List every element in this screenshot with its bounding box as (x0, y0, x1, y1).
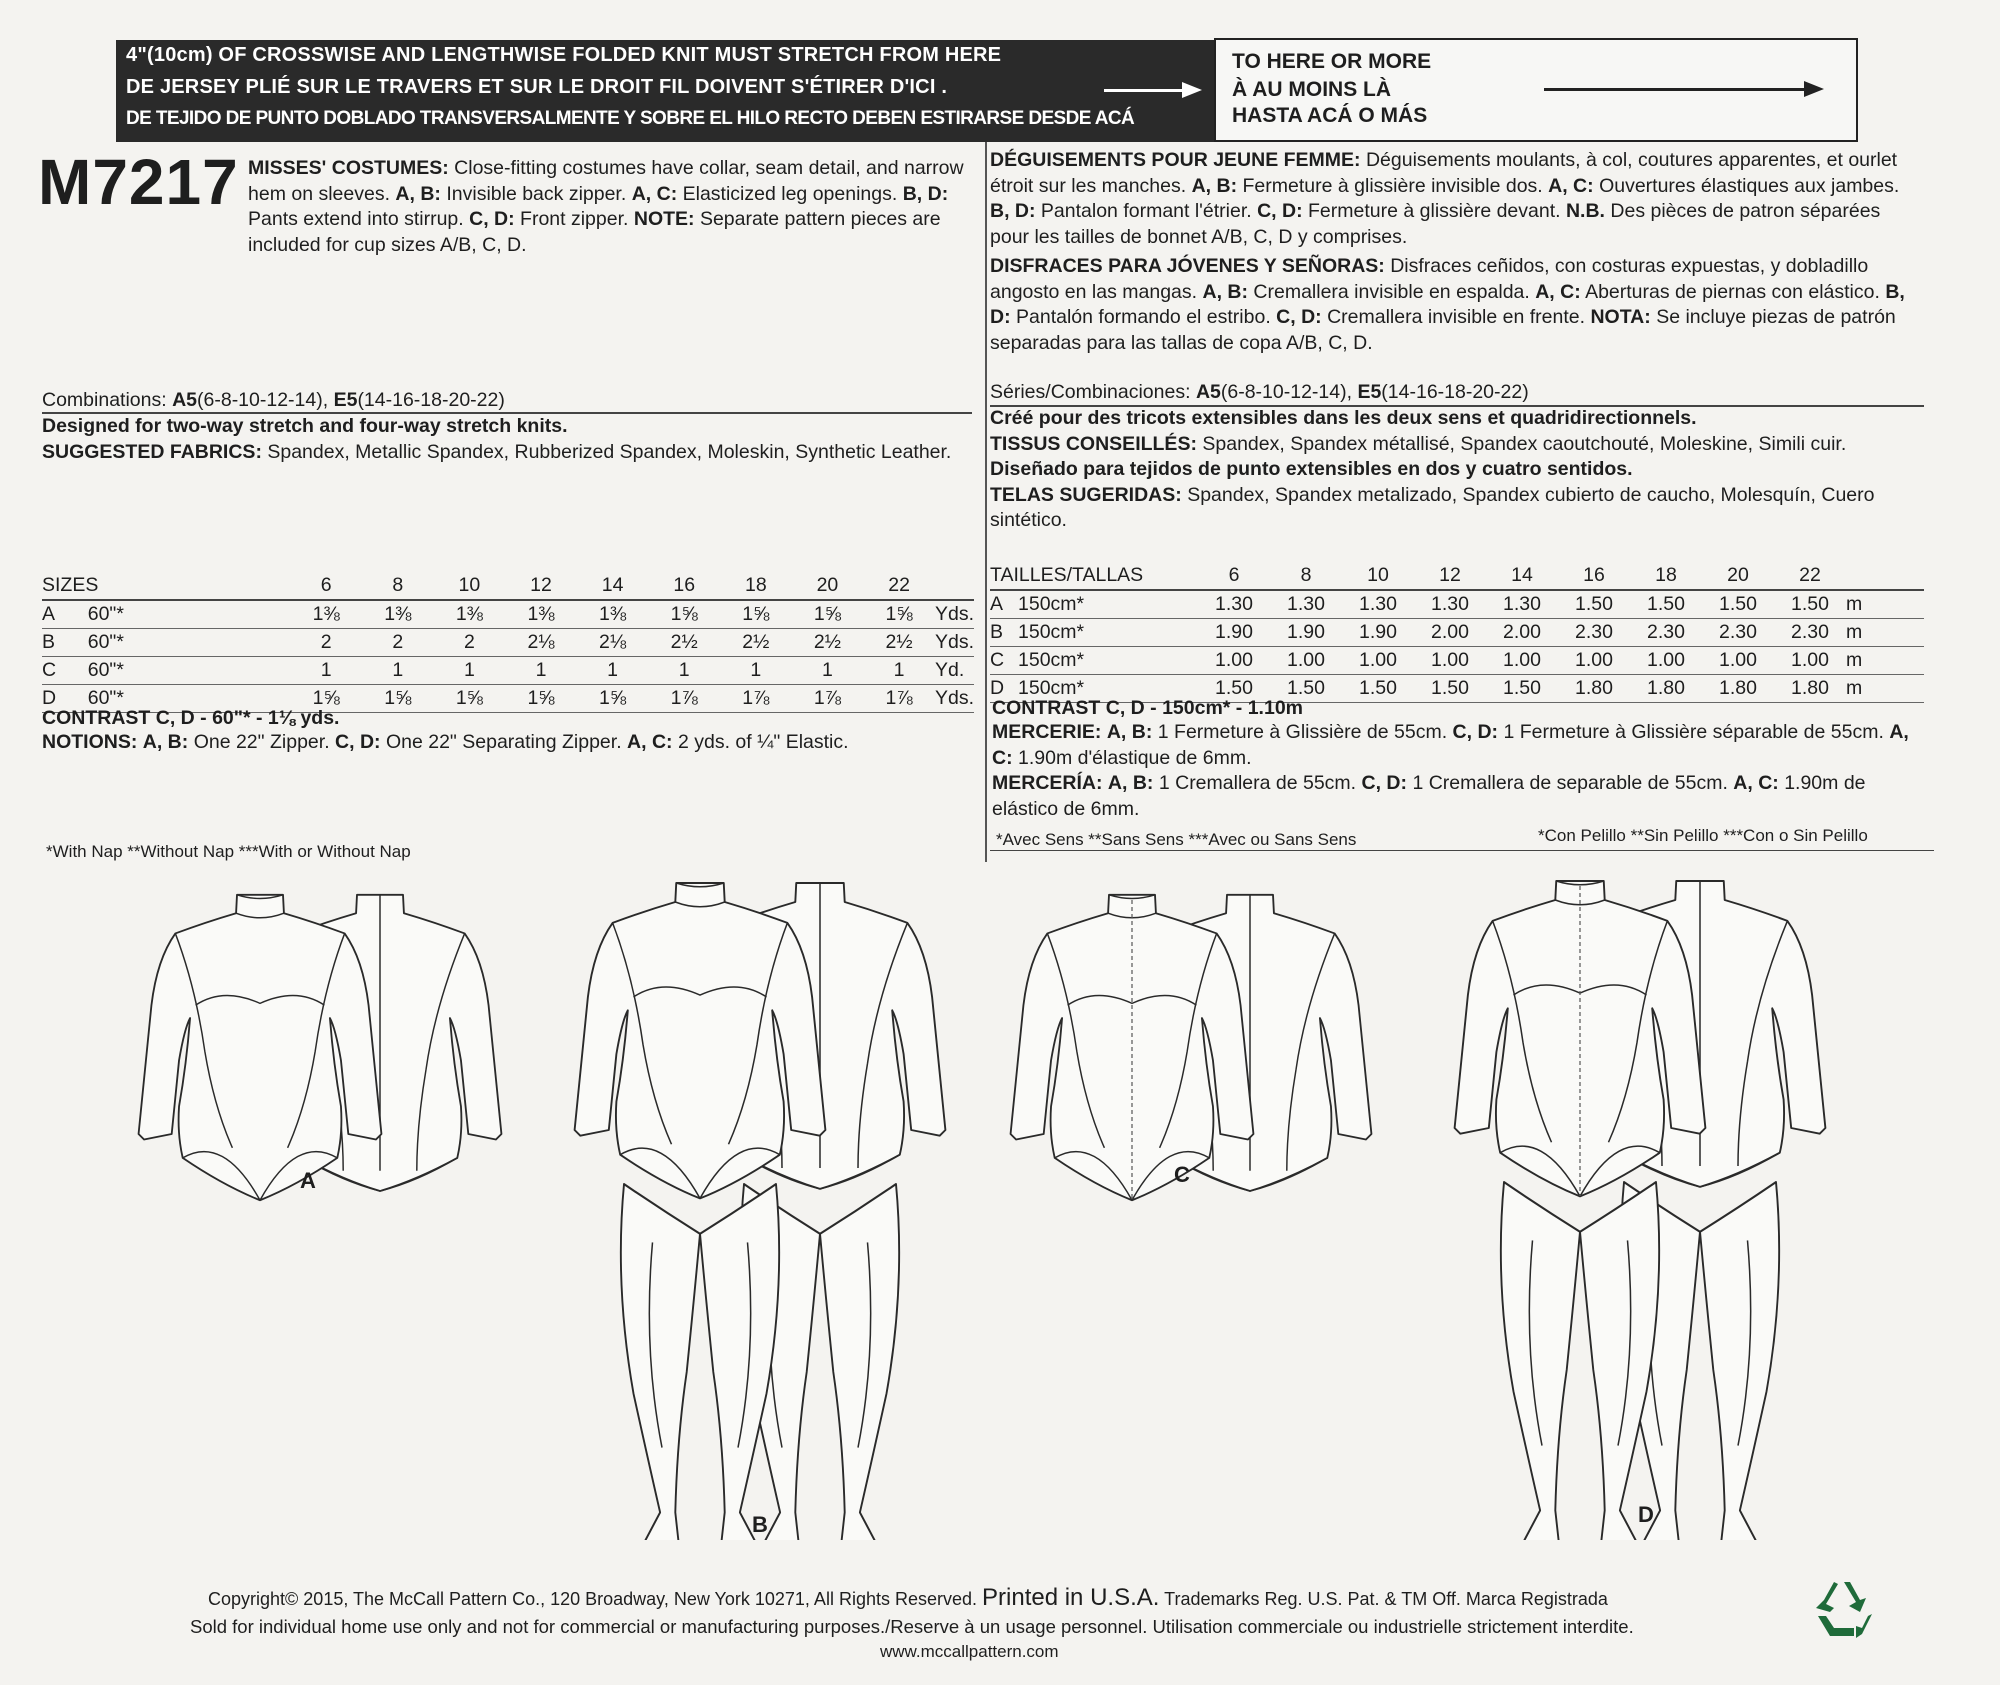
view-cell: C (990, 647, 1018, 675)
english-notions: NOTIONS: A, B: One 22" Zipper. C, D: One 22" Separating Zipper. A, C: 2 yds. of ¼" Elastic. (42, 731, 849, 753)
yardage-cell: 1 (720, 657, 792, 685)
view-cell: B (990, 619, 1018, 647)
yardage-cell: 2½ (863, 629, 935, 657)
yardage-cell: 1.80 (1558, 675, 1630, 703)
view-b-drawing (575, 883, 946, 1540)
yardage-cell: 1.50 (1198, 675, 1270, 703)
nap-footnote: *With Nap **Without Nap ***With or Without Nap (46, 842, 411, 861)
yardage-cell: 2 (290, 629, 362, 657)
width-cell: 60"* (88, 657, 291, 685)
yardage-cell: 1.30 (1198, 590, 1270, 619)
table-row (42, 629, 974, 657)
yardage-cell: 2⅛ (505, 629, 577, 657)
yardage-cell: 1⅝ (362, 685, 434, 713)
yardage-table-metric: TAILLES/TALLAS 6 8 10 12 14 16 18 20 22 A 150cm* 1.30 1.30 1.30 1.30 1.30 1.50 1.50 1.50 1.50 m B 150cm* 1.90 1.90 1.90 2.00 2.00 2.30 2.30 2.30 2.30 m C 150cm* 1.00 1.00 1.00 1.00 1.00 1.00 1.00 1.00 1.00 m D 150cm* 1.50 1.50 1.50 1.50 1.50 1.80 1.80 1.80 1.80 m (990, 562, 1924, 703)
english-description: MISSES' COSTUMES: Close-fitting costumes have collar, seam detail, and narrow hem on sleeves. A, B: Invisible back zipper. A, C: Elasticized leg openings. B, D: Pants extend into stirrup. C, D: Front zipper. NOTE: Separate pattern pieces are included for cup sizes A/B, C, D. (248, 157, 964, 256)
unit-cell: m (1846, 647, 1924, 675)
gauge-text-es: DE TEJIDO DE PUNTO DOBLADO TRANSVERSALMENTE Y SOBRE EL HILO RECTO DEBEN ESTIRARSE DESDE ACÁ (126, 108, 1135, 129)
yardage-cell: 1⅝ (434, 685, 506, 713)
yardage-cell: 1⅝ (720, 600, 792, 629)
width-cell: 150cm* (1018, 675, 1198, 703)
view-cell: D (990, 675, 1018, 703)
french-description: DÉGUISEMENTS POUR JEUNE FEMME: Déguisements moulants, à col, coutures apparentes, et ourlet étroit sur les manches. A, B: Fermeture à glissière invisible dos. A, C: Ouvertures élastiques aux jambes. B, D: Pantalon formant l'étrier. C, D: Fermeture à glissière devant. N.B. Des pièces de patron séparées pour les tailles de bonnet A/B, C, D y comprises. (990, 149, 1900, 248)
yardage-cell: 2½ (648, 629, 720, 657)
yardage-cell: 1.30 (1486, 590, 1558, 619)
yardage-cell: 1.00 (1486, 647, 1558, 675)
sens-footnote: *Avec Sens **Sans Sens ***Avec ou Sans Sens (996, 830, 1357, 849)
yardage-cell: 1⅝ (505, 685, 577, 713)
width-cell: 60"* (88, 600, 291, 629)
yardage-cell: 1⅝ (863, 600, 935, 629)
view-cell: D (42, 685, 88, 713)
yardage-cell: 1.00 (1630, 647, 1702, 675)
unit-cell: Yds. (935, 629, 974, 657)
yardage-cell: 1.00 (1198, 647, 1270, 675)
yardage-cell: 1⅝ (577, 685, 649, 713)
unit-cell: Yd. (935, 657, 974, 685)
width-cell: 60"* (88, 629, 291, 657)
unit-cell: Yds. (935, 600, 974, 629)
width-cell: 150cm* (1018, 647, 1198, 675)
rule (990, 850, 1934, 851)
description-title: MISSES' COSTUMES: (248, 157, 449, 179)
table-row (990, 619, 1924, 647)
french-spanish-notions: MERCERIE: A, B: 1 Fermeture à Glissière de 55cm. C, D: 1 Fermeture à Glissière séparable de 55cm. A, C: 1.90m d'élastique de 6mm. MERCERÍA: A, B: 1 Cremallera de 55cm. C, D: 1 Cremallera de separable de 55cm. A, C: 1.90m de elástico de 6mm. (992, 721, 1909, 820)
view-b-label: B (752, 1512, 768, 1537)
yardage-cell: 1⅞ (720, 685, 792, 713)
yardage-cell: 1 (362, 657, 434, 685)
view-cell: B (42, 629, 88, 657)
yardage-cell: 1⅞ (863, 685, 935, 713)
yardage-cell: 1 (505, 657, 577, 685)
yardage-cell: 2 (362, 629, 434, 657)
recycle-icon (1810, 1578, 1878, 1644)
yardage-cell: 1.00 (1270, 647, 1342, 675)
view-c-label: C (1174, 1162, 1190, 1187)
copyright-line: Copyright© 2015, The McCall Pattern Co., 120 Broadway, New York 10271, All Rights Reserved. Printed in U.S.A. Trademarks Reg. U.S. Pat. & TM Off. Marca Registrada (208, 1584, 1608, 1611)
view-cell: A (42, 600, 88, 629)
width-cell: 150cm* (1018, 590, 1198, 619)
french-spanish-fabrics: Créé pour des tricots extensibles dans les deux sens et quadridirectionnels. TISSUS CONSEILLÉS: Spandex, Spandex métallisé, Spandex caoutchouté, Moleskine, Simili cuir. Diseñado para tejidos de punto extensibles en dos y cuatro sentidos. TELAS SUGERIDAS: Spandex, Spandex metalizado, Spandex cubierto de caucho, Molesquín, Cuero sintético. (990, 407, 1875, 531)
yardage-cell: 1.00 (1342, 647, 1414, 675)
yardage-cell: 1⅞ (648, 685, 720, 713)
yardage-cell: 1 (434, 657, 506, 685)
yardage-cell: 1.30 (1414, 590, 1486, 619)
metric-contrast: CONTRAST C, D - 150cm* - 1.10m (992, 697, 1304, 719)
gauge-end-en: TO HERE OR MORE (1232, 50, 1432, 73)
yardage-cell: 1.90 (1198, 619, 1270, 647)
yardage-cell: 2.00 (1414, 619, 1486, 647)
table-row (990, 590, 1924, 619)
yardage-cell: 1⅝ (648, 600, 720, 629)
view-cell: C (42, 657, 88, 685)
width-cell: 150cm* (1018, 619, 1198, 647)
yardage-cell: 1.50 (1486, 675, 1558, 703)
yardage-cell: 1 (863, 657, 935, 685)
french-series: Séries/Combinaciones: A5(6-8-10-12-14), E5(14-16-18-20-22) (990, 381, 1529, 403)
yardage-cell: 1.50 (1774, 590, 1846, 619)
yardage-cell: 1.50 (1342, 675, 1414, 703)
gauge-text-fr: DE JERSEY PLIÉ SUR LE TRAVERS ET SUR LE DROIT FIL DOIVENT S'ÉTIRER D'ICI . (126, 76, 948, 98)
unit-cell: m (1846, 590, 1924, 619)
unit-cell: m (1846, 675, 1924, 703)
yardage-cell: 1.00 (1414, 647, 1486, 675)
website: www.mccallpattern.com (880, 1642, 1059, 1661)
usage-restriction: Sold for individual home use only and not for commercial or manufacturing purposes./Reserve à un usage personnel. Utilisation commerciale ou industrielle strictement interdite. (190, 1616, 1634, 1637)
stretch-gauge-start (116, 40, 1214, 142)
gauge-text-en: 4"(10cm) OF CROSSWISE AND LENGTHWISE FOLDED KNIT MUST STRETCH FROM HERE (126, 44, 1002, 66)
yardage-cell: 1.50 (1414, 675, 1486, 703)
yardage-cell: 1 (792, 657, 864, 685)
unit-cell: Yds. (935, 685, 974, 713)
yardage-cell: 1.90 (1342, 619, 1414, 647)
yardage-cell: 1 (648, 657, 720, 685)
yardage-cell: 2⅛ (577, 629, 649, 657)
yardage-cell: 1⅝ (290, 685, 362, 713)
view-d-drawing (1455, 881, 1826, 1540)
pattern-number: M7217 (38, 146, 239, 218)
view-a-drawing (139, 895, 502, 1200)
yardage-cell: 1.30 (1342, 590, 1414, 619)
yardage-cell: 1.00 (1558, 647, 1630, 675)
yardage-cell: 1⅜ (434, 600, 506, 629)
yardage-cell: 2.30 (1630, 619, 1702, 647)
spanish-description: DISFRACES PARA JÓVENES Y SEÑORAS: Disfraces ceñidos, con costuras expuestas, y dobladillo angosto en las mangas. A, B: Cremallera invisible en espalda. A, C: Aberturas de piernas con elástico. B, D: Pantalón formando el estribo. C, D: Cremallera invisible en frente. NOTA: Se incluye piezas de patrón separadas para las tallas de copa A/B, C, D. (990, 255, 1905, 354)
yardage-cell: 1⅜ (362, 600, 434, 629)
gauge-end-es: HASTA ACÁ O MÁS (1232, 104, 1428, 127)
english-contrast: CONTRAST C, D - 60"* - 1⅛ yds. (42, 707, 340, 729)
table-row (42, 657, 974, 685)
yardage-cell: 1.80 (1630, 675, 1702, 703)
view-cell: A (990, 590, 1018, 619)
yardage-table-imperial: SIZES 6 8 10 12 14 16 18 20 22 A 60"* 1⅜ 1⅜ 1⅜ 1⅜ 1⅜ 1⅝ 1⅝ 1⅝ 1⅝ Yds. B 60"* 2 2 2 2⅛ 2⅛ 2½ 2½ 2½ 2½ Yds. C 60"* 1 1 1 1 1 1 1 1 1 Yd. D 60"* 1⅝ 1⅝ 1⅝ 1⅝ 1⅝ 1⅞ 1⅞ 1⅞ 1⅞ Yds. (42, 572, 974, 713)
yardage-cell: 1.30 (1270, 590, 1342, 619)
yardage-cell: 1.50 (1702, 590, 1774, 619)
yardage-cell: 2 (434, 629, 506, 657)
stretch-gauge-end (1214, 38, 1858, 142)
garment-illustrations (0, 880, 2000, 1540)
yardage-cell: 1⅜ (505, 600, 577, 629)
yardage-cell: 2½ (720, 629, 792, 657)
view-c-drawing (1011, 895, 1372, 1200)
yardage-cell: 2.00 (1486, 619, 1558, 647)
yardage-cell: 1⅜ (290, 600, 362, 629)
yardage-cell: 1.80 (1774, 675, 1846, 703)
yardage-cell: 1.90 (1270, 619, 1342, 647)
yardage-cell: 2.30 (1702, 619, 1774, 647)
english-combinations: Combinations: A5(6-8-10-12-14), E5(14-16-18-20-22) (42, 389, 505, 411)
view-d-label: D (1638, 1502, 1654, 1527)
yardage-cell: 1 (577, 657, 649, 685)
unit-cell: m (1846, 619, 1924, 647)
pelillo-footnote: *Con Pelillo **Sin Pelillo ***Con o Sin Pelillo (1538, 826, 1868, 845)
yardage-cell: 2½ (792, 629, 864, 657)
yardage-cell: 1.00 (1702, 647, 1774, 675)
yardage-cell: 1.00 (1774, 647, 1846, 675)
width-cell: 60"* (88, 685, 291, 713)
yardage-cell: 1.80 (1702, 675, 1774, 703)
column-divider (985, 142, 987, 862)
yardage-cell: 2.30 (1558, 619, 1630, 647)
yardage-cell: 2.30 (1774, 619, 1846, 647)
yardage-cell: 1⅜ (577, 600, 649, 629)
view-a-label: A (300, 1168, 316, 1193)
gauge-end-fr: À AU MOINS LÀ (1232, 78, 1392, 101)
yardage-cell: 1⅞ (792, 685, 864, 713)
table-row (42, 600, 974, 629)
yardage-cell: 1.50 (1630, 590, 1702, 619)
yardage-cell: 1.50 (1558, 590, 1630, 619)
yardage-cell: 1 (290, 657, 362, 685)
yardage-cell: 1.50 (1270, 675, 1342, 703)
yardage-cell: 1⅝ (792, 600, 864, 629)
english-fabrics: Designed for two-way stretch and four-way stretch knits. SUGGESTED FABRICS: Spandex, Metallic Spandex, Rubberized Spandex, Moleskin, Synthetic Leather. (42, 415, 952, 463)
table-row (990, 647, 1924, 675)
